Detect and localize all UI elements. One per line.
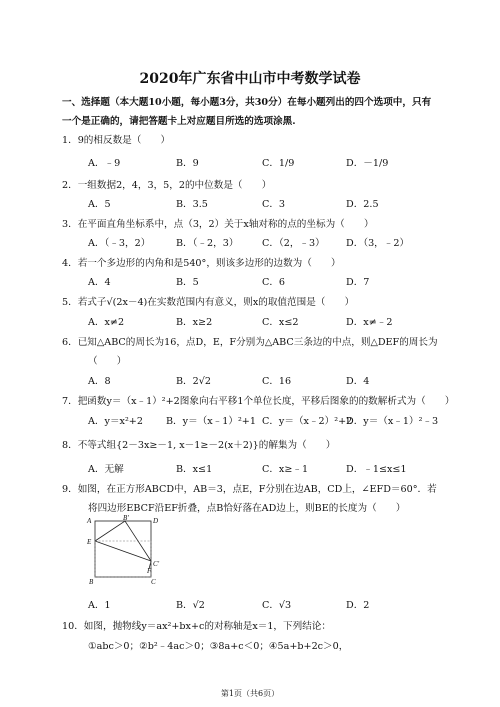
question-8-stem: 8．不等式组{2－3x≥－1, x－1≥－2(x＋2)}的解集为（ ） — [62, 440, 336, 451]
q4-option-a: A．4 — [88, 277, 111, 288]
q7-option-d: D．y＝（x﹣1）²﹣3 — [346, 416, 439, 427]
q1-option-d: D．－1/9 — [346, 158, 389, 169]
question-7-stem: 7．把函数y＝（x﹣1）²+2图象向右平移1个单位长度，平移后图象的的数解析式为（ ） — [62, 396, 455, 407]
q5-option-b: B．x≥2 — [176, 317, 213, 328]
q5-option-d: D．x≠﹣2 — [346, 317, 393, 328]
q3-option-d: D．（3，﹣2） — [346, 238, 410, 249]
q1-option-a: A．﹣9 — [88, 158, 121, 169]
q1-option-b: B．9 — [176, 158, 199, 169]
question-9-stem-cont: 将四边形EBCF沿EF折叠，点B恰好落在AD边上，则BE的长度为（ ） — [88, 503, 406, 514]
question-6-stem: 6．已知△ABC的周长为16，点D，E，F分别为△ABC三条边的中点，则△DEF的周长为 — [62, 337, 438, 348]
q4-option-c: C．6 — [262, 277, 286, 288]
label-c: C — [151, 578, 156, 586]
label-b-prime: B′ — [123, 515, 129, 522]
question-5-stem: 5．若式子√(2x－4)在实数范围内有意义，则x的取值范围是（ ） — [62, 297, 355, 308]
square-abcd — [95, 521, 151, 577]
question-2-stem: 2．一组数据2，4，3，5，2的中位数是（ ） — [62, 180, 272, 191]
q8-option-a: A．无解 — [88, 464, 124, 475]
question-1-stem: 1．9的相反数是（ ） — [62, 135, 171, 146]
q2-option-a: A．5 — [88, 199, 111, 210]
q2-option-c: C．3 — [262, 199, 286, 210]
label-d: D — [153, 517, 159, 525]
page-footer: 第1页（共6页） — [220, 689, 280, 698]
page-title: 2020年广东省中山市中考数学试卷 — [139, 71, 361, 87]
q9-option-d: D．2 — [346, 600, 370, 611]
q3-option-b: B．（﹣2，3） — [176, 238, 239, 249]
q7-option-b: B．y＝（x﹣1）²+1 — [166, 416, 256, 427]
q8-option-c: C．x≥﹣1 — [262, 464, 309, 475]
question-6-stem-cont: （ ） — [88, 356, 127, 367]
q3-option-a: A．（﹣3，2） — [88, 238, 151, 249]
label-e: E — [87, 538, 92, 546]
q2-option-b: B．3.5 — [176, 199, 208, 210]
original-position — [95, 541, 151, 577]
label-b: B — [89, 578, 94, 586]
q9-option-c: C．√3 — [262, 600, 292, 611]
label-a: A — [87, 517, 92, 525]
section-heading-line2: 一个是正确的，请把答题卡上对应题目所选的选项涂黑. — [62, 116, 296, 127]
q3-option-c: C．（2，﹣3） — [262, 238, 325, 249]
label-c-prime: C′ — [153, 560, 160, 568]
question-10-stem-cont: ①abc＞0；②b²﹣4ac＞0；③8a+c＜0；④5a+b+2c＞0， — [88, 641, 349, 652]
q2-option-d: D．2.5 — [346, 199, 379, 210]
q4-option-b: B．5 — [176, 277, 199, 288]
q5-option-c: C．x≤2 — [262, 317, 299, 328]
q5-option-a: A．x≠2 — [88, 317, 125, 328]
q6-option-a: A．8 — [88, 376, 111, 387]
q9-option-a: A．1 — [88, 600, 111, 611]
q9-option-b: B．√2 — [176, 600, 205, 611]
fold-line-ef — [95, 541, 151, 561]
q4-option-d: D．7 — [346, 277, 370, 288]
q7-option-a: A．y＝x²+2 — [88, 416, 143, 427]
label-f: F — [147, 567, 152, 575]
q7-option-c: C．y＝（x﹣2）²+2 — [262, 416, 353, 427]
question-4-stem: 4．若一个多边形的内角和是540°，则该多边形的边数为（ ） — [62, 258, 341, 269]
question-9-stem: 9．如图，在正方形ABCD中，AB＝3，点E，F分别在边AB，CD上，∠EFD＝60°．若 — [62, 484, 437, 495]
square-fold-figure — [85, 515, 165, 587]
q6-option-c: C．16 — [262, 376, 292, 387]
q8-option-b: B．x≤1 — [176, 464, 213, 475]
q1-option-c: C．1/9 — [262, 158, 295, 169]
q6-option-d: D．4 — [346, 376, 370, 387]
q6-option-b: B．2√2 — [176, 376, 211, 387]
q8-option-d: D．﹣1≤x≤1 — [346, 464, 407, 475]
question-3-stem: 3．在平面直角坐标系中，点（3，2）关于x轴对称的点的坐标为（ ） — [62, 219, 374, 230]
question-10-stem: 10．如图，抛物线y＝ax²+bx+c的对称轴是x＝1，下列结论： — [62, 621, 331, 632]
section-heading-line1: 一、选择题（本大题10小题，每小题3分，共30分）在每小题列出的四个选项中，只有 — [62, 97, 432, 108]
